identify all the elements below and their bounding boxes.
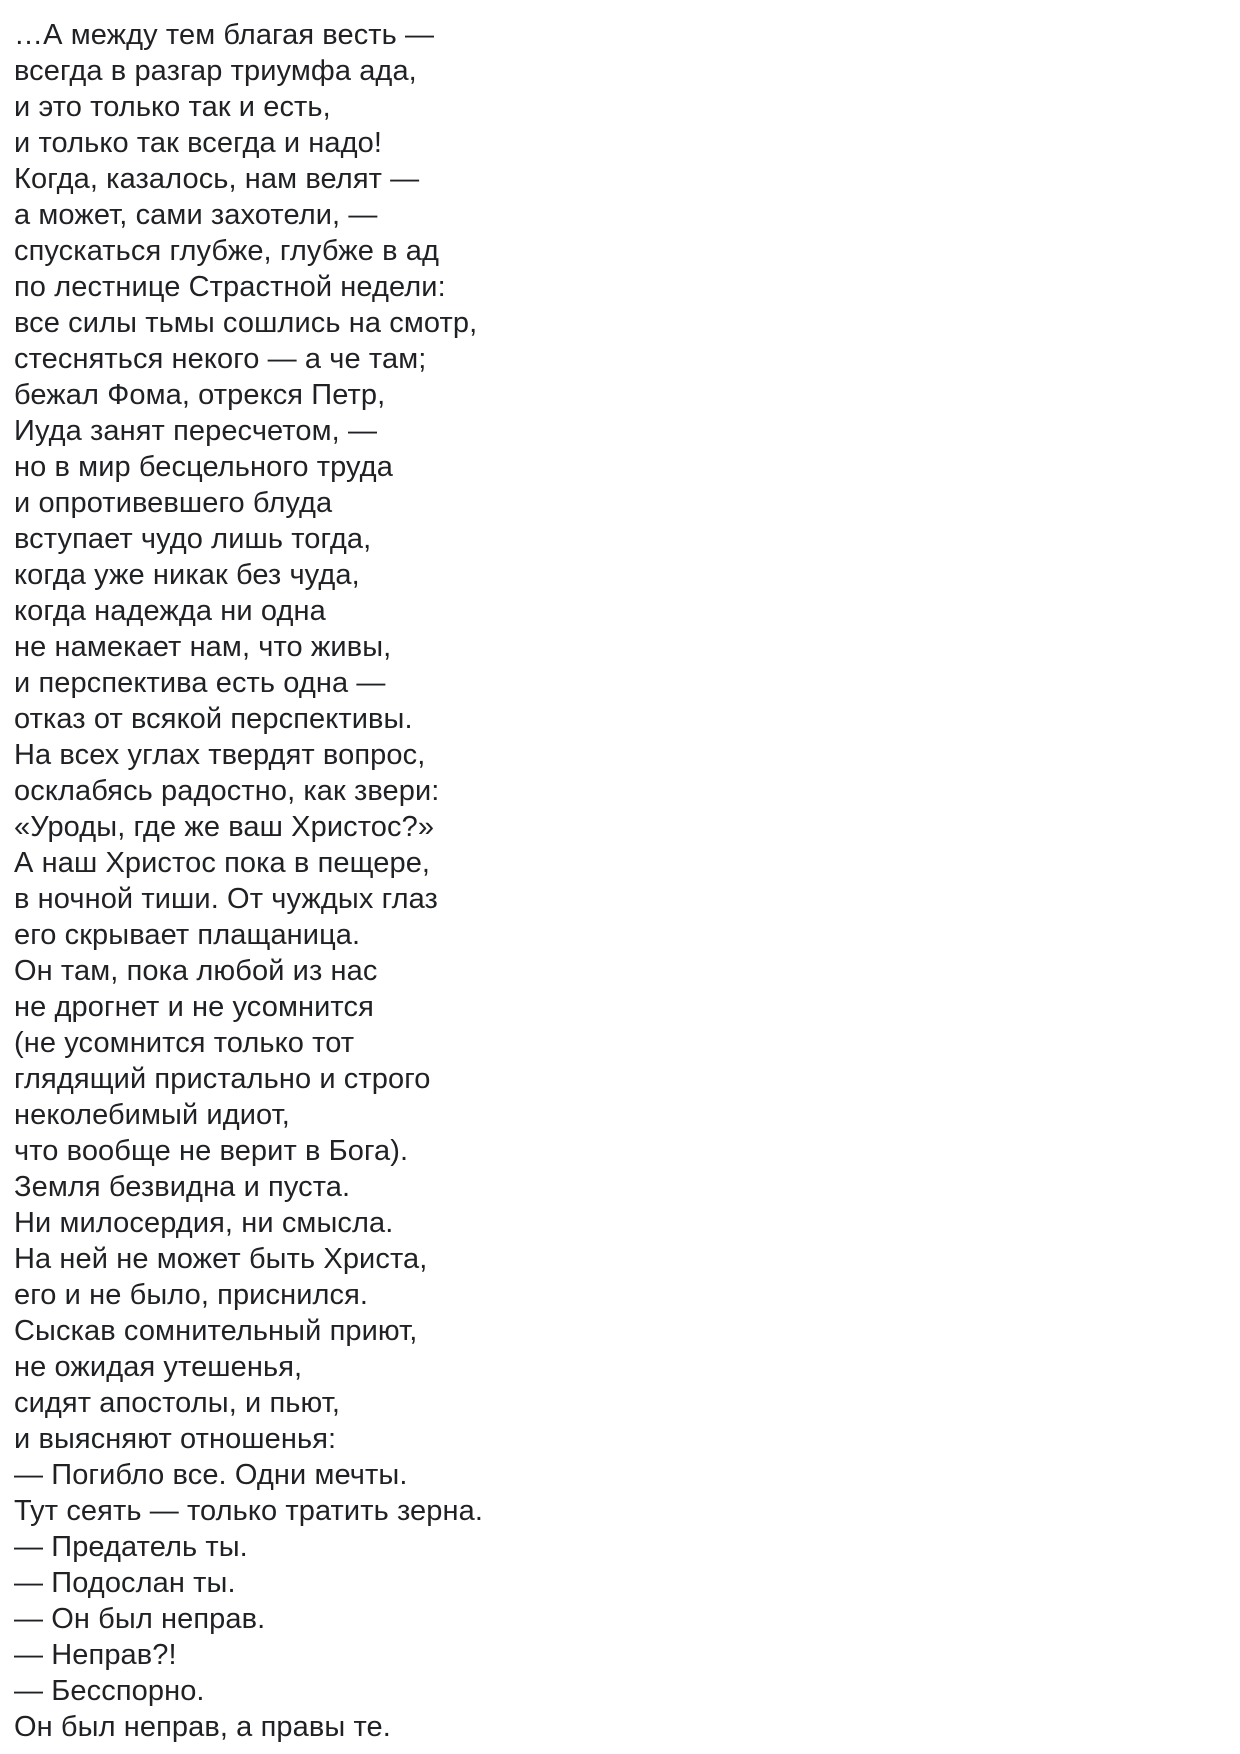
poem-line: Тут сеять — только тратить зерна.: [14, 1495, 483, 1527]
poem-line: «Уроды, где же ваш Христос?»: [14, 811, 435, 843]
poem-line: всегда в разгар триумфа ада,: [14, 55, 417, 87]
poem-line: На всех углах твердят вопрос,: [14, 739, 426, 771]
poem-line: когда уже никак без чуда,: [14, 559, 360, 591]
poem-line: стесняться некого — а че там;: [14, 343, 427, 375]
poem-line: — Предатель ты.: [14, 1531, 248, 1563]
poem-line: Сыскав сомнительный приют,: [14, 1315, 418, 1347]
poem-line: глядящий пристально и строго: [14, 1063, 431, 1095]
poem-line: но в мир бесцельного труда: [14, 451, 393, 483]
poem-line: Он там, пока любой из нас: [14, 955, 378, 987]
poem-line: спускаться глубже, глубже в ад: [14, 235, 440, 267]
poem-line: осклабясь радостно, как звери:: [14, 775, 440, 807]
poem-line: и опротивевшего блуда: [14, 487, 333, 519]
poem-line: не дрогнет и не усомнится: [14, 991, 374, 1023]
poem-line: что вообще не верит в Бога).: [14, 1135, 409, 1167]
poem-line: На ней не может быть Христа,: [14, 1243, 428, 1275]
poem-line: — Он был неправ.: [14, 1603, 266, 1635]
poem-line: все силы тьмы сошлись на смотр,: [14, 307, 478, 339]
poem-line: — Бесспорно.: [14, 1675, 205, 1707]
poem-line: Земля безвидна и пуста.: [14, 1171, 351, 1203]
poem-line: — Подослан ты.: [14, 1567, 236, 1599]
poem-line: и это только так и есть,: [14, 91, 331, 123]
poem-line: Когда, казалось, нам велят —: [14, 163, 420, 195]
poem-line: его и не было, приснился.: [14, 1279, 369, 1311]
poem-line: (не усомнится только тот: [14, 1027, 355, 1059]
poem-line: не ожидая утешенья,: [14, 1351, 303, 1383]
poem-line: а может, сами захотели, —: [14, 199, 378, 231]
poem-line: когда надежда ни одна: [14, 595, 326, 627]
poem-line: Ни милосердия, ни смысла.: [14, 1207, 394, 1239]
poem-line: не намекает нам, что живы,: [14, 631, 392, 663]
poem-line: — Погибло все. Одни мечты.: [14, 1459, 408, 1491]
poem-line: и только так всегда и надо!: [14, 127, 383, 159]
poem-line: вступает чудо лишь тогда,: [14, 523, 372, 555]
poem-line: Он был неправ, а правы те.: [14, 1711, 391, 1743]
poem-line: и выясняют отношенья:: [14, 1423, 337, 1455]
poem-line: сидят апостолы, и пьют,: [14, 1387, 341, 1419]
poem-line: …А между тем благая весть —: [14, 19, 435, 51]
poem-line: бежал Фома, отрекся Петр,: [14, 379, 386, 411]
poem-line: отказ от всякой перспективы.: [14, 703, 413, 735]
poem-line: неколебимый идиот,: [14, 1099, 290, 1131]
poem-line: — Неправ?!: [14, 1639, 177, 1671]
poem-line: Иуда занят пересчетом, —: [14, 415, 378, 447]
poem-line: А наш Христос пока в пещере,: [14, 847, 431, 879]
poem-line: и перспектива есть одна —: [14, 667, 386, 699]
poem-line: в ночной тиши. От чуждых глаз: [14, 883, 438, 915]
poem-line: его скрывает плащаница.: [14, 919, 361, 951]
poem-line: по лестнице Страстной недели:: [14, 271, 446, 303]
